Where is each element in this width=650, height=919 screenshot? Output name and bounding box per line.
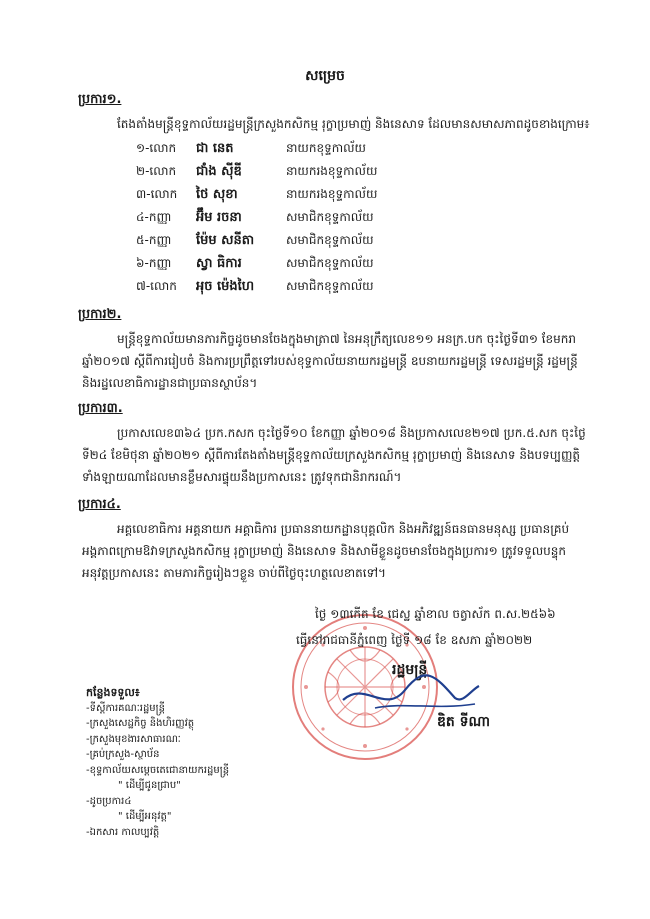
member-role: សមាជិកខុទ្ទកាល័យ (286, 233, 374, 247)
list-item (136, 186, 486, 208)
article-4-line-3: អនុវត្តប្រកាសនេះ តាមភារកិច្ចរៀងៗខ្លួន ចាប់ពីថ្ងៃចុះហត្ថលេខាតទៅ។ (82, 566, 386, 580)
signatory-title: រដ្ឋមន្ត្រី (392, 662, 428, 678)
member-name: ស្វា ធិការ (196, 256, 242, 271)
list-item (136, 255, 486, 277)
lunar-date: ថ្ងៃ ១៣កើត ខែ ជេស្ឋ ឆ្នាំខាល ចត្វាស័ក ព.ស.២៥៦៦ (315, 607, 556, 621)
list-item: -ឯកសារ កាលប្បវត្តិ (86, 826, 160, 838)
member-number: ៦-កញ្ញា (136, 256, 172, 270)
handwritten-signature (335, 660, 485, 720)
member-number: ៤-កញ្ញា (136, 210, 172, 224)
article-3-line-3: ទាំងឡាយណាដែលមានខ្លឹមសារផ្ទុយនឹងប្រកាសនេះ ត្រូវទុកជានិរាករណ៍។ (82, 470, 402, 484)
member-role: នាយករងខុទ្ទកាល័យ (286, 187, 378, 201)
page-heading: សម្រេច (305, 68, 345, 84)
list-item (136, 140, 486, 162)
member-name: ម៉ែម សនីតា (196, 233, 255, 248)
member-name: ជា នេត (196, 141, 234, 156)
recipients-block (86, 685, 229, 840)
member-name: ជាំង ស៊ីឌី (196, 164, 242, 179)
article-2-line-2: ឆ្នាំ២០១៧ ស្ដីពីការរៀបចំ និងការប្រព្រឹត្តទៅរបស់ខុទ្ទកាល័យនាយករដ្ឋមន្ត្រី ឧបនាយករដ្ឋមន្ត្រី ទេសរដ្ឋមន្ត្រី រដ្ឋមន្ត្រី (82, 354, 578, 368)
list-item (136, 163, 486, 185)
member-number: ៥-កញ្ញា (136, 233, 172, 247)
member-name: អ៊ឹម រចនា (196, 210, 242, 225)
list-item: -ដូចប្រការ៤ (86, 795, 132, 807)
list-item: " ដើម្បីជូនជ្រាប" (118, 780, 181, 791)
list-item: -ក្រសួងសេដ្ឋកិច្ច និងហិរញ្ញវត្ថុ (86, 718, 195, 729)
member-number: ២-លោក (136, 164, 177, 178)
member-role: សមាជិកខុទ្ទកាល័យ (286, 279, 374, 293)
member-role: នាយកខុទ្ទកាល័យ (286, 141, 366, 155)
member-name: អុច ម៉េងហៃ (196, 279, 255, 294)
member-number: ១-លោក (136, 141, 177, 155)
list-item (136, 232, 486, 254)
list-item (136, 209, 486, 231)
article-2-line-1: មន្ត្រីខុទ្ទកាល័យមានភារកិច្ចដូចមានចែងក្នុងមាត្រា៧ នៃអនុក្រឹត្យលេខ១១ អនក្រ.បក ចុះថ្ងៃទី៣១ ខែមករា (117, 332, 576, 346)
member-role: សមាជិកខុទ្ទកាល័យ (286, 210, 374, 224)
article-1-title: ប្រការ១. (78, 92, 122, 107)
member-number: ៧-លោក (136, 279, 177, 293)
list-item: -ទីស្ដីការគណៈរដ្ឋមន្ត្រី (86, 702, 165, 714)
member-role: សមាជិកខុទ្ទកាល័យ (286, 256, 374, 270)
member-name: ថៃ សុខា (196, 187, 238, 202)
list-item (136, 278, 486, 300)
article-4-line-1: អគ្គលេខាធិការ អគ្គនាយក អគ្គាធិការ ប្រធាននាយកដ្ឋានបុគ្គលិក និងអភិវឌ្ឍន៍ធនធានមនុស្ស ប្រធានគ្រប់ (117, 522, 570, 536)
article-4-line-2: អង្គភាពក្រោមឱវាទក្រសួងកសិកម្ម រុក្ខាប្រមាញ់ និងនេសាទ និងសាមីខ្លួនដូចមានចែងក្នុងប្រការ១ ត្រូវទទួលបន្ទុក (82, 544, 567, 558)
list-item: -ក្រសួងមុខងារសាធារណៈ (86, 733, 181, 745)
list-item: " ដើម្បីអនុវត្ត" (118, 811, 172, 822)
article-2-line-3: និងរដ្ឋលេខាធិការដ្ឋានជាប្រធានស្ថាប័ន។ (82, 376, 258, 390)
member-role: នាយករងខុទ្ទកាល័យ (286, 164, 378, 178)
article-1-intro: តែងតាំងមន្ត្រីខុទ្ទកាល័យរដ្ឋមន្ត្រីក្រសួងកសិកម្ម រុក្ខាប្រមាញ់ និងនេសាទ ដែលមានសមាសភាពដូចខាងក្រោម៖ (117, 117, 590, 131)
article-4-title: ប្រការ៤. (78, 497, 121, 512)
article-3-title: ប្រការ៣. (78, 401, 123, 416)
article-3-line-2: ទី២៤ ខែមិថុនា ឆ្នាំ២០២១ ស្ដីពីការតែងតាំងមន្ត្រីខុទ្ទកាល័យក្រសួងកសិកម្ម រុក្ខាប្រមាញ់ និងនេសាទ និងបទប្បញ្ញត្តិ (82, 448, 581, 462)
recipients-title: កន្លែងទទួល៖ (86, 686, 140, 699)
list-item: -ខុទ្ទកាល័យសម្ដេចតេជោនាយករដ្ឋមន្ត្រី (86, 764, 230, 776)
member-number: ៣-លោក (136, 187, 178, 201)
signatory-name: ឌិត ទីណា (437, 714, 491, 730)
article-3-line-1: ប្រកាសលេខ៣៦៤ ប្រក.កសក ចុះថ្ងៃទី១០ ខែកញ្ញា ឆ្នាំ២០១៨ និងប្រកាសលេខ២១៧ ប្រក.៥.សក ចុះថ្ងៃ (117, 426, 586, 440)
list-item: -គ្រប់ក្រសួង-ស្ថាប័ន (86, 749, 160, 760)
solar-date: ធ្វើនៅរាជធានីភ្នំពេញ ថ្ងៃទី ១៨ ខែ ឧសភា ឆ្នាំ២០២២ (296, 633, 533, 647)
article-2-title: ប្រការ២. (78, 307, 122, 322)
